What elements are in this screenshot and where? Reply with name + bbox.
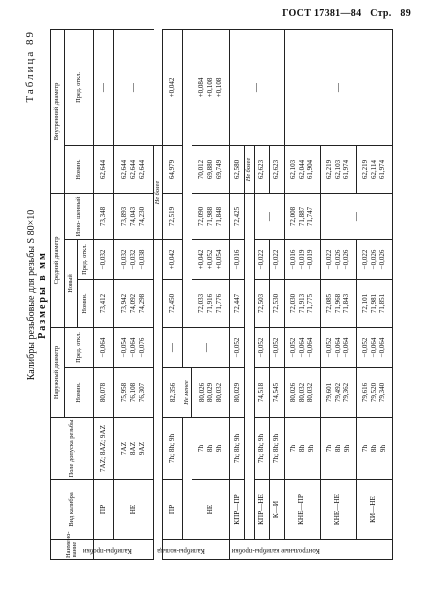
cell-md-nom: 73,942 74,092 74,298 xyxy=(114,280,154,328)
page-header xyxy=(276,8,411,19)
cell-kind: ПР xyxy=(94,480,114,540)
cell-md-dev: −0,032 xyxy=(94,240,114,280)
page-label: Стр. xyxy=(370,8,392,19)
cell-tol: 7h; 8h; 9h xyxy=(230,418,245,480)
cell-md-nom: 72,030 71,913 71,775 xyxy=(284,280,320,328)
limit-not-less: Не менее xyxy=(183,368,192,418)
cell-od-nom: 79,601 79,492 79,362 xyxy=(320,368,356,418)
limit-not-more-1: Не более xyxy=(154,145,163,239)
cell-md-worn: 72,519 xyxy=(163,193,183,239)
cell-od-dev: −0,054 −0,064 −0,076 xyxy=(114,328,154,368)
cell-tol: 7h 8h 9h xyxy=(284,418,320,480)
limit-not-more-2: Не более xyxy=(245,145,254,193)
cell-md-worn: 72,090 71,988 71,848 xyxy=(192,193,230,239)
cell-od-dev: −0,052 −0,064 −0,064 xyxy=(284,328,320,368)
cell-tol: 7h 8h 9h xyxy=(320,418,356,480)
table-number: Таблица 89 xyxy=(24,30,36,103)
header-tol-field: Поле допуска резьбы xyxy=(51,418,94,480)
table-row xyxy=(114,29,154,559)
group-label-2: Калибры-кольца xyxy=(163,540,230,560)
cell-od-nom: 82,356 xyxy=(163,368,183,418)
cell-id-dev: — xyxy=(94,29,114,145)
cell-tol: 7h; 8h; 9h xyxy=(163,418,183,480)
cell-tol: 7AZ 8AZ 9AZ xyxy=(114,418,154,480)
cell-od-dev: −0,052 −0,064 −0,064 xyxy=(356,328,392,368)
standard-number: ГОСТ 17381—84 xyxy=(282,8,362,19)
cell-md-dev: −0,022 xyxy=(269,240,284,280)
cell-name: КНЕ—НЕ xyxy=(320,480,356,540)
cell-md-worn: 73,893 74,043 74,230 xyxy=(114,193,154,239)
cell-tol: 7h 8h 9h xyxy=(192,418,230,480)
cell-md-nom: 72,447 xyxy=(230,280,245,328)
header-od-nom: Номин. xyxy=(65,368,94,418)
cell-md-nom: 72,101 71,981 71,851 xyxy=(356,280,392,328)
cell-md-nom: 72,450 xyxy=(163,280,183,328)
page-number: 89 xyxy=(400,8,411,19)
header-id-dev: Пред. откл. xyxy=(65,29,94,145)
cell-od-nom: 74,518 xyxy=(254,368,269,418)
group-label-1: Калибры-пробки xyxy=(94,540,154,560)
cell-od-nom: 80,026 80,029 80,032 xyxy=(192,368,230,418)
cell-od-dev: −0,052 xyxy=(230,328,245,368)
cell-kind: НЕ xyxy=(114,480,154,540)
cell-id-nom: 62,623 xyxy=(269,145,284,193)
header-worn: Изно- шенный xyxy=(65,193,94,239)
table-row xyxy=(284,29,320,559)
cell-id-dev: — xyxy=(284,29,392,145)
table-row xyxy=(163,29,183,559)
header-od-dev: Пред. откл. xyxy=(65,328,94,368)
cell-md-worn: 72,425 xyxy=(230,193,245,239)
header-md-nom: Номин. xyxy=(78,280,94,328)
header-name: Наимено- вание xyxy=(51,540,94,560)
cell-tol: 7AZ; 8AZ; 9AZ xyxy=(94,418,114,480)
cell-od-dev: — xyxy=(183,328,230,368)
header-outer-diameter: Наружный диаметр xyxy=(51,328,65,418)
cell-tol: 7h 8h 9h xyxy=(356,418,392,480)
cell-od-nom: 75,958 76,108 76,307 xyxy=(114,368,154,418)
cell-id-nom: 70,012 69,880 69,749 xyxy=(192,145,230,193)
cell-id-nom: 62,644 62,644 62,644 xyxy=(114,145,154,193)
table-row xyxy=(192,29,230,559)
cell-id-dev: — xyxy=(114,29,154,145)
cell-md-nom: 72,033 71,916 71,776 xyxy=(192,280,230,328)
cell-od-dev: — xyxy=(163,328,183,368)
limit-row xyxy=(183,29,192,559)
cell-name: КПР—ПР xyxy=(230,480,245,540)
cell-id-dev: — xyxy=(230,29,284,145)
header-md-dev: Пред. откл. xyxy=(78,240,94,280)
cell-od-dev: −0,064 xyxy=(94,328,114,368)
cell-od-dev: −0,052 xyxy=(269,328,284,368)
cell-md-worn: 72,008 71,887 71,747 xyxy=(284,193,320,239)
limit-row xyxy=(154,29,163,559)
header-new: Новый xyxy=(65,240,78,328)
cell-kind: НЕ xyxy=(192,480,230,540)
cell-id-nom: 62,219 62,114 61,974 xyxy=(356,145,392,193)
cell-name: КПР—НЕ xyxy=(254,480,269,540)
cell-id-nom: 62,644 xyxy=(94,145,114,193)
cell-id-nom: 64,979 xyxy=(163,145,183,193)
rotated-table-page xyxy=(24,30,416,560)
cell-od-nom: 80,029 xyxy=(230,368,245,418)
header-id-nom: Номин. xyxy=(65,145,94,193)
cell-od-dev: −0,052 xyxy=(254,328,269,368)
cell-id-nom: 62,623 xyxy=(254,145,269,193)
cell-id-nom: 62,103 62,044 61,904 xyxy=(284,145,320,193)
table-row xyxy=(230,29,245,559)
cell-od-dev: −0,052 −0,064 −0,064 xyxy=(320,328,356,368)
cell-name: КИ—НЕ xyxy=(356,480,392,540)
cell-name: К—И xyxy=(269,480,284,540)
cell-md-worn: 73,348 xyxy=(94,193,114,239)
cell-md-dev: −0,022 −0,026 −0,026 xyxy=(320,240,356,280)
header-inner-diameter: Внутренний диаметр xyxy=(51,29,65,193)
cell-tol: 7h; 8h; 9h xyxy=(269,418,284,480)
cell-od-nom: 80,026 80,032 80,032 xyxy=(284,368,320,418)
cell-id-nom: 62,219 62,103 61,974 xyxy=(320,145,356,193)
cell-md-nom: 72,530 xyxy=(269,280,284,328)
gauge-table xyxy=(50,29,393,560)
header-kind: Вид калибра xyxy=(51,480,94,540)
table-row xyxy=(94,29,114,559)
header-middle-diameter: Средний диаметр xyxy=(51,193,65,327)
cell-md-dev: −0,016 xyxy=(230,240,245,280)
table-subtitle: Размеры в мм xyxy=(37,251,48,339)
cell-md-dev: −0,016 −0,019 −0,019 xyxy=(284,240,320,280)
cell-id-nom: 62,580 xyxy=(230,145,245,193)
cell-md-dev: −0,032 −0,032 −0,038 xyxy=(114,240,154,280)
cell-md-worn: — xyxy=(320,193,392,239)
cell-md-dev: −0,022 xyxy=(254,240,269,280)
cell-od-nom: 74,545 xyxy=(269,368,284,418)
cell-tol: 7h; 8h; 9h xyxy=(254,418,269,480)
cell-od-nom: 80,078 xyxy=(94,368,114,418)
cell-md-dev: +0,042 +0,052 +0,054 xyxy=(192,240,230,280)
cell-id-dev: +0,084 +0,108 +0,108 xyxy=(192,29,230,145)
cell-md-worn: — xyxy=(254,193,284,239)
cell-md-nom: 72,503 xyxy=(254,280,269,328)
cell-md-dev: +0,042 xyxy=(163,240,183,280)
cell-md-nom: 72,085 71,968 71,843 xyxy=(320,280,356,328)
table-title: Калибры резьбовые для резьбы S 80×10 xyxy=(26,209,37,381)
cell-id-dev: +0,042 xyxy=(163,29,183,145)
cell-kind: ПР xyxy=(163,480,183,540)
cell-name: КНЕ—ПР xyxy=(284,480,320,540)
cell-md-dev: −0,022 −0,026 −0,026 xyxy=(356,240,392,280)
cell-od-nom: 79,616 79,520 79,340 xyxy=(356,368,392,418)
group-label-3: Контрольные калибры-пробки xyxy=(230,540,392,560)
cell-md-nom: 73,412 xyxy=(94,280,114,328)
